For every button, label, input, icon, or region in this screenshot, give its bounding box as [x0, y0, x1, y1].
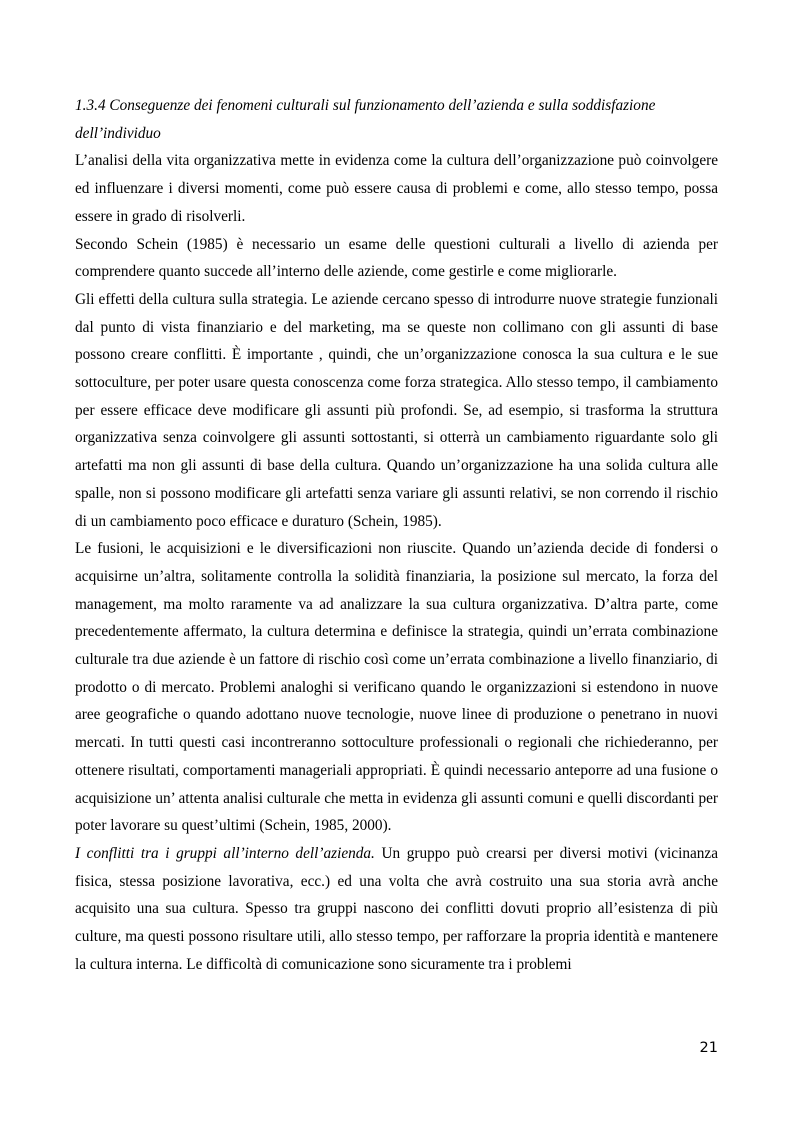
section-heading: 1.3.4 Conseguenze dei fenomeni culturali sul funzionamento dell’azienda e sulla soddisfazione dell’individuo: [75, 97, 656, 142]
group-conflicts-lead: I conflitti tra i gruppi all’interno dell’azienda.: [75, 844, 375, 862]
page-content: [75, 92, 718, 979]
paragraph-group-conflicts: [75, 840, 718, 979]
page-number: 21: [699, 1040, 718, 1056]
group-conflicts-text: Un gruppo può crearsi per diversi motivi (vicinanza fisica, stessa posizione lavorativa, ecc.) ed una volta che avrà costruito una sua storia avrà anche acquisito una sua cultura. Spesso tra gruppi nascono dei conflitti dovuti proprio all’esistenza di più culture, ma questi possono risultare utili, allo stesso tempo, per rafforzare la propria identità e mantenere la cultura interna. Le difficoltà di comunicazione sono sicuramente tra i problemi: [75, 844, 719, 973]
paragraph-intro: L’analisi della vita organizzativa mette in evidenza come la cultura dell’organizzazione può coinvolgere ed influenzare i diversi momenti, come può essere causa di problemi e come, allo stesso tempo, possa essere in grado di risolverli.: [75, 152, 718, 225]
paragraph-strategy: Gli effetti della cultura sulla strategia. Le aziende cercano spesso di introdurre nuove strategie funzionali dal punto di vista finanziario e del marketing, ma se queste non collimano con gli assunti di base possono creare conflitti. È importante , quindi, che un’organizzazione conosca la sua cultura e le sue sottoculture, per poter usare questa conoscenza come forza strategica. Allo stesso tempo, il cambiamento per essere efficace deve modificare gli assunti più profondi. Se, ad esempio, si trasforma la struttura organizzativa senza coinvolgere gli assunti sottostanti, si otterrà un cambiamento riguardante solo gli artefatti ma non gli assunti di base della cultura. Quando un’organizzazione ha una solida cultura alle spalle, non si possono modificare gli artefatti senza variare gli assunti relativi, se non correndo il rischio di un cambiamento poco efficace e duraturo (Schein, 1985).: [75, 290, 718, 530]
paragraph-mergers: Le fusioni, le acquisizioni e le diversificazioni non riuscite. Quando un’azienda decide di fondersi o acquisirne un’altra, solitamente controlla la solidità finanziaria, la posizione sul mercato, la forza del management, ma molto raramente va ad analizzare la sua cultura organizzativa. D’altra parte, come precedentemente affermato, la cultura determina e definisce la strategia, quindi un’errata combinazione culturale tra due aziende è un fattore di rischio così come un’errata combinazione a livello finanziario, di prodotto o di mercato. Problemi analoghi si verificano quando le organizzazioni si estendono in nuove aree geografiche o quando adottano nuove tecnologie, nuove linee di produzione o penetrano in nuovi mercati. In tutti questi casi incontreranno sottoculture professionali o regionali che richiederanno, per ottenere risultati, comportamenti manageriali appropriati. È quindi necessario anteporre ad una fusione o acquisizione un’ attenta analisi culturale che metta in evidenza gli assunti comuni e quelli discordanti per poter lavorare su quest’ultimi (Schein, 1985, 2000).: [75, 540, 718, 835]
paragraph-schein: Secondo Schein (1985) è necessario un esame delle questioni culturali a livello di azienda per comprendere quanto succede all’interno delle aziende, come gestirle e come migliorarle.: [75, 235, 718, 281]
